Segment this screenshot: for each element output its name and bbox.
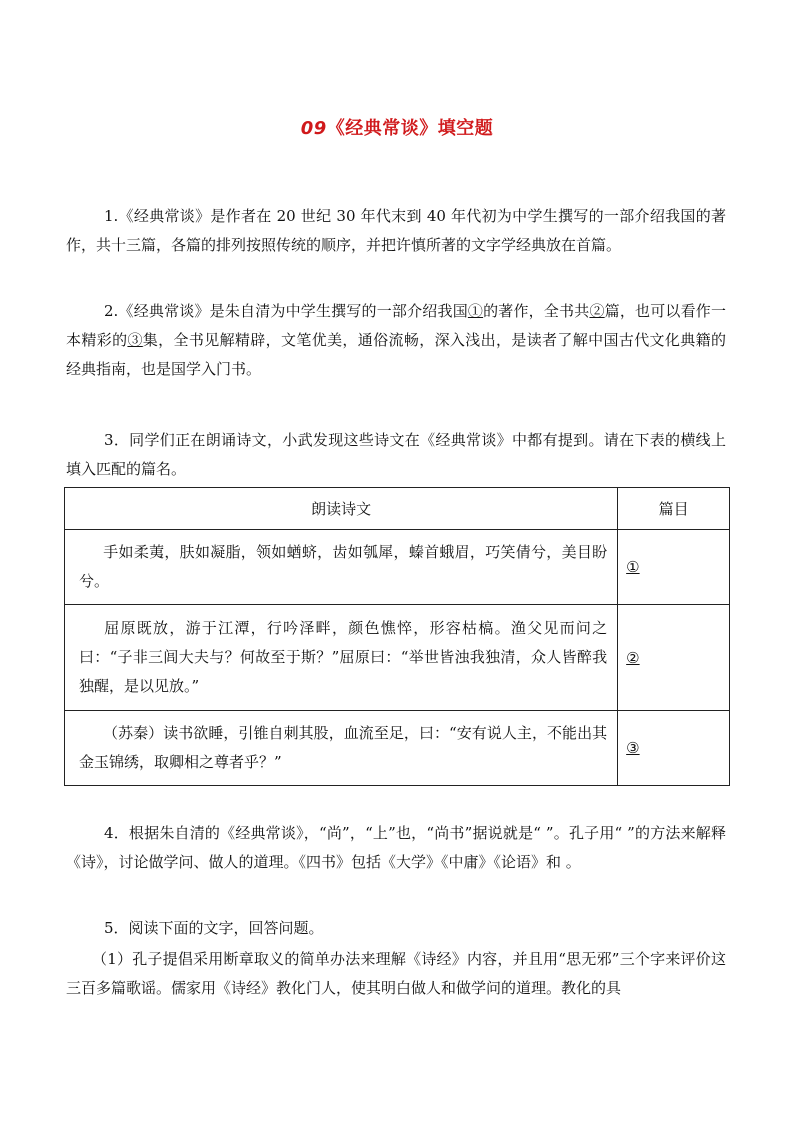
recitation-text-cell — [65, 605, 618, 711]
recitation-text: （苏秦）读书欲睡，引锥自刺其股，血流至足，曰：“安有说人主，不能出其金玉锦绣，取卿相之尊者乎？” — [79, 724, 608, 771]
answer-blank-3: ③ — [626, 739, 640, 757]
answer-cell — [618, 711, 730, 786]
question-2 — [66, 297, 726, 384]
q2-blank-1: ① — [467, 302, 484, 320]
recitation-text: 手如柔荑，肤如凝脂，领如蝤蛴，齿如瓠犀，螓首蛾眉，巧笑倩兮，美目盼兮。 — [79, 543, 608, 590]
q2-text-b: 的著作，全书共 — [483, 302, 590, 320]
recitation-text-cell — [65, 530, 618, 605]
header-recitation-text: 朗读诗文 — [65, 488, 618, 530]
page-title — [0, 114, 794, 140]
q2-blank-3: ③ — [127, 331, 143, 349]
recitation-text-cell — [65, 711, 618, 786]
q2-text-c: 篇，也可以看作一本精彩的 — [66, 302, 726, 349]
answer-blank-1: ① — [626, 558, 640, 576]
title-number: 09 — [300, 118, 327, 139]
header-chapter: 篇目 — [618, 488, 730, 530]
table-row — [65, 605, 730, 711]
table-row — [65, 711, 730, 786]
q2-blank-2: ② — [589, 302, 605, 320]
question-5-part-1: （1）孔子提倡采用断章取义的简单办法来理解《诗经》内容，并且用“思无邪”三个字来评价这三百多篇歌谣。儒家用《诗经》教化门人，使其明白做人和做学问的道理。教化的具 — [66, 950, 726, 997]
recitation-text: 屈原既放，游于江潭，行吟泽畔，颜色憔悴，形容枯槁。渔父见而问之曰：“子非三闾大夫与？何故至于斯？”屈原曰：“举世皆浊我独清，众人皆醉我独醒，是以见放。” — [79, 619, 608, 695]
q2-text-d: 集，全书见解精辟，文笔优美，通俗流畅，深入浅出，是读者了解中国古代文化典籍的经典指南，也是国学入门书。 — [66, 331, 726, 378]
table-header-row — [65, 488, 730, 530]
table-row — [65, 530, 730, 605]
title-text: 《经典常谈》填空题 — [326, 118, 494, 139]
question-1: 1.《经典常谈》是作者在 20 世纪 30 年代末到 40 年代初为中学生撰写的一部介绍我国的著作，共十三篇，各篇的排列按照传统的顺序，并把许慎所著的文字学经典放在首篇。 — [66, 207, 726, 254]
q2-text-a: 2.《经典常谈》是朱自清为中学生撰写的一部介绍我国 — [104, 302, 468, 320]
question-3: 3．同学们正在朗诵诗文，小武发现这些诗文在《经典常谈》中都有提到。请在下表的横线上填入匹配的篇名。 — [66, 431, 726, 478]
answer-cell — [618, 605, 730, 711]
recitation-table — [64, 487, 730, 786]
answer-blank-2: ② — [626, 648, 640, 667]
answer-cell — [618, 530, 730, 605]
question-5: 5．阅读下面的文字，回答问题。 — [104, 919, 324, 937]
question-4: 4．根据朱自清的《经典常谈》，“尚”，“上”也，“尚书”据说就是“ ”。孔子用“ ”的方法来解释《诗》，讨论做学问、做人的道理。《四书》包括《大学》《中庸》《论语》和 。 — [66, 824, 726, 871]
